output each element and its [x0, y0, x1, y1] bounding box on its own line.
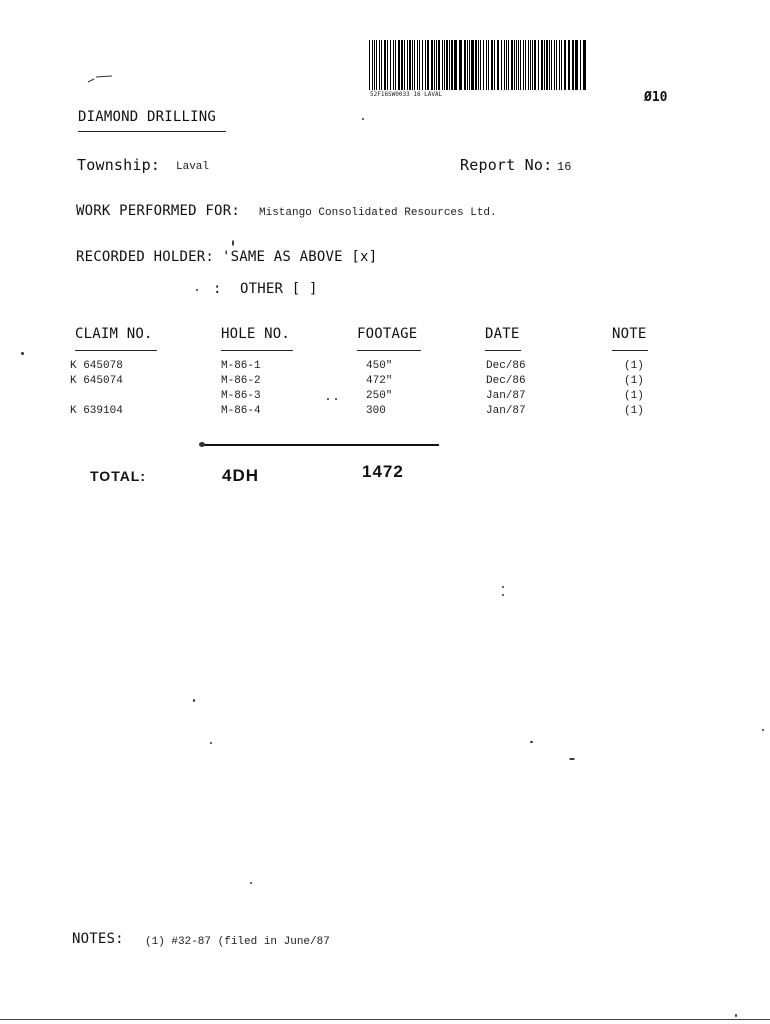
total-footage: 1472: [362, 462, 404, 481]
scan-speck: [502, 586, 504, 588]
note-cell: (1): [624, 375, 644, 387]
barcode-bar: [551, 40, 552, 90]
barcode-bar: [390, 40, 391, 90]
claim-cell: K 645074: [70, 375, 123, 387]
header-date: DATE: [485, 326, 520, 342]
scan-speck: [762, 729, 764, 731]
barcode-bar: [528, 40, 529, 90]
barcode-bar: [475, 40, 477, 90]
barcode-bar: [451, 40, 453, 90]
barcode-bar: [572, 40, 574, 90]
claim-cell: K 645078: [70, 360, 123, 372]
barcode-bar: [514, 40, 515, 90]
barcode-bar: [459, 40, 462, 90]
barcode-bar: [442, 40, 443, 90]
barcode-bar: [518, 40, 519, 90]
barcode-bar: [431, 40, 433, 90]
barcode-bar: [401, 40, 403, 90]
barcode-bar: [395, 40, 396, 90]
barcode-bar: [414, 40, 415, 90]
header-claim-no: CLAIM NO.: [75, 326, 153, 342]
total-holes: 4DH: [222, 466, 260, 485]
header-footage: FOOTAGE: [357, 326, 418, 342]
barcode-bar: [425, 40, 426, 90]
barcode-bar: [407, 40, 408, 90]
barcode-bar: [564, 40, 566, 90]
barcode-bar: [575, 40, 578, 90]
footage-cell: 450": [366, 360, 393, 372]
scan-speck: [569, 758, 575, 760]
pen-mark: [86, 74, 114, 84]
barcode-caption: 52F16SW0033 16 LAVAL: [370, 91, 443, 98]
barcode-bar: [541, 40, 543, 90]
barcode-bar: [374, 40, 375, 90]
barcode-bar: [379, 40, 380, 90]
total-label: TOTAL:: [90, 468, 147, 484]
barcode-bar: [409, 40, 411, 90]
barcode-bar: [464, 40, 466, 90]
township-label: Township:: [77, 156, 161, 174]
date-cell: Dec/86: [486, 360, 526, 372]
header-note: NOTE: [612, 326, 647, 342]
recorded-holder-label: RECORDED HOLDER:: [76, 249, 215, 265]
scan-speck: [196, 289, 198, 291]
rule-arrow-dot: [199, 442, 205, 447]
barcode-bar: [446, 40, 448, 90]
page-title: DIAMOND DRILLING: [78, 109, 217, 125]
barcode-bar: [501, 40, 502, 90]
barcode-bar: [444, 40, 445, 90]
scan-speck: [21, 352, 24, 355]
barcode-bar: [556, 40, 557, 90]
barcode-bar: [427, 40, 429, 90]
barcode-bar: [530, 40, 531, 90]
barcode-bar: [369, 40, 370, 90]
barcode-bar: [454, 40, 457, 90]
barcode-bar: [486, 40, 487, 90]
hole-cell: M-86-4: [221, 405, 261, 417]
barcode-bar: [583, 40, 586, 90]
barcode-bar: [436, 40, 437, 90]
barcode-bar: [538, 40, 539, 90]
barcode-bar: [376, 40, 377, 90]
footage-cell: 300: [366, 405, 386, 417]
barcode-bar: [525, 40, 526, 90]
scan-speck: [362, 118, 364, 120]
claim-cell: K 639104: [70, 405, 123, 417]
barcode-bar: [417, 40, 418, 90]
barcode-bar: [506, 40, 507, 90]
scan-speck: [193, 699, 195, 702]
header-note-underline: [612, 350, 648, 351]
note-cell: (1): [624, 360, 644, 372]
total-rule: [203, 444, 439, 446]
barcode-bar: [508, 40, 509, 90]
barcode-bar: [471, 40, 474, 90]
footage-cell: 250": [366, 390, 393, 402]
barcode-bar: [520, 40, 521, 90]
notes-text: (1) #32-87 (filed in June/87: [145, 936, 330, 948]
barcode-bar: [516, 40, 517, 90]
barcode-bar: [534, 40, 536, 90]
bottom-edge-line: [0, 1019, 770, 1020]
barcode-bar: [419, 40, 420, 90]
scan-speck: [735, 1014, 737, 1017]
scan-speck: [530, 741, 533, 743]
barcode-bar: [554, 40, 555, 90]
barcode-bar: [544, 40, 545, 90]
barcode-bar: [467, 40, 468, 90]
notes-label: NOTES:: [72, 931, 124, 947]
barcode-bar: [497, 40, 499, 90]
scan-speck: [250, 882, 252, 884]
date-cell: Jan/87: [486, 405, 526, 417]
barcode-bar: [491, 40, 493, 90]
barcode-bar: [561, 40, 562, 90]
barcode-bar: [384, 40, 386, 90]
barcode-bar: [532, 40, 533, 90]
barcode-bar: [381, 40, 382, 90]
barcode-bar: [483, 40, 484, 90]
header-hole-underline: [221, 350, 293, 351]
barcode-bar: [387, 40, 388, 90]
barcode-bar: [422, 40, 423, 90]
barcode-bar: [449, 40, 450, 90]
scan-speck: [335, 398, 337, 400]
title-underline: [78, 131, 226, 132]
header-date-underline: [485, 350, 521, 351]
scan-speck: [327, 398, 329, 400]
work-performed-label: WORK PERFORMED FOR:: [76, 203, 240, 219]
barcode-bar: [568, 40, 570, 90]
barcode-bar: [559, 40, 560, 90]
barcode-bar: [494, 40, 495, 90]
barcode-bar: [372, 40, 373, 90]
barcode-bar: [438, 40, 440, 90]
barcode-bar: [546, 40, 548, 90]
footage-cell: 472": [366, 375, 393, 387]
barcode-bar: [478, 40, 479, 90]
barcode-bar: [404, 40, 405, 90]
barcode-bar: [412, 40, 413, 90]
header-footage-underline: [357, 350, 421, 351]
barcode: [369, 40, 587, 90]
barcode-bar: [504, 40, 505, 90]
date-cell: Jan/87: [486, 390, 526, 402]
barcode-bar: [398, 40, 400, 90]
barcode-bar: [549, 40, 550, 90]
barcode-bar: [469, 40, 470, 90]
note-cell: (1): [624, 390, 644, 402]
barcode-bar: [393, 40, 394, 90]
report-label: Report No:: [460, 156, 553, 174]
scan-speck: [502, 594, 504, 596]
barcode-bar: [488, 40, 489, 90]
hole-cell: M-86-3: [221, 390, 261, 402]
other-prefix: :: [213, 281, 222, 297]
header-hole-no: HOLE NO.: [221, 326, 291, 342]
barcode-bar: [511, 40, 513, 90]
note-cell: (1): [624, 405, 644, 417]
barcode-bar: [434, 40, 435, 90]
same-as-above-option: 'SAME AS ABOVE [x]: [222, 249, 378, 265]
township-value: Laval: [176, 161, 210, 173]
other-option: OTHER [ ]: [240, 281, 318, 297]
report-value: 16: [557, 160, 572, 174]
header-claim-underline: [75, 350, 157, 351]
barcode-bar: [523, 40, 524, 90]
hole-cell: M-86-1: [221, 360, 261, 372]
hole-cell: M-86-2: [221, 375, 261, 387]
work-performed-value: Mistango Consolidated Resources Ltd.: [259, 207, 497, 219]
barcode-bar: [480, 40, 481, 90]
corner-code: Ø10: [644, 90, 668, 105]
scan-speck: [210, 742, 212, 744]
scan-speck: [232, 240, 234, 246]
barcode-bar: [580, 40, 581, 90]
date-cell: Dec/86: [486, 375, 526, 387]
